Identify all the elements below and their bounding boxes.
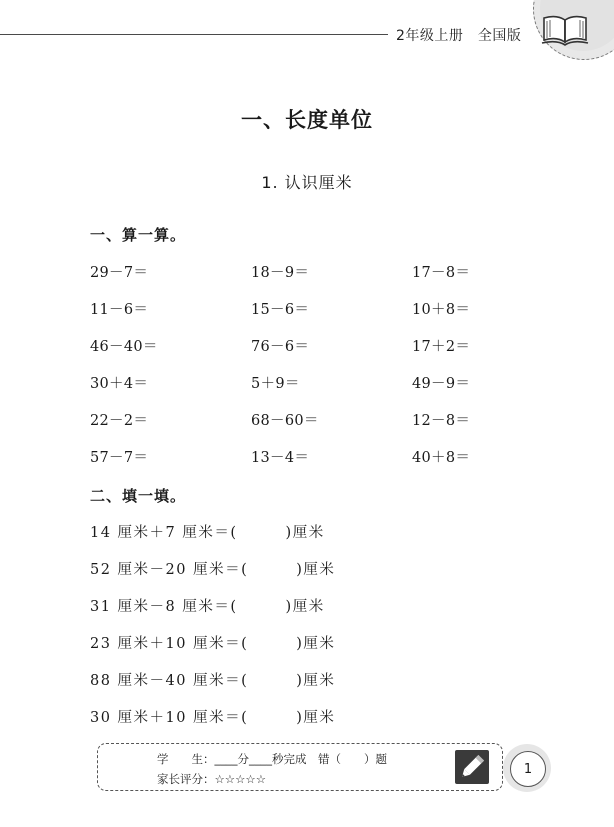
calc-item: 17＋2＝ bbox=[412, 339, 471, 355]
unit-title: 一、长度单位 bbox=[241, 107, 373, 132]
parent-rating: 家长评分：☆☆☆☆☆ bbox=[157, 772, 267, 786]
calc-item: 22－2＝ bbox=[90, 413, 149, 429]
fill-item: 14 厘米＋7 厘米＝( )厘米 bbox=[90, 525, 325, 541]
calc-item: 49－9＝ bbox=[412, 376, 471, 392]
calc-item: 10＋8＝ bbox=[412, 302, 471, 318]
book-icon bbox=[541, 12, 589, 46]
page-number: 1 bbox=[510, 751, 546, 787]
pencil-badge bbox=[455, 750, 489, 784]
grade-edition-label: 2年级上册 全国版 bbox=[396, 28, 522, 44]
fill-item: 31 厘米－8 厘米＝( )厘米 bbox=[90, 599, 325, 615]
calc-item: 30＋4＝ bbox=[90, 376, 149, 392]
section-calculate-title: 一、算一算。 bbox=[90, 226, 187, 244]
calc-item: 12－8＝ bbox=[412, 413, 471, 429]
calc-item: 15－6＝ bbox=[251, 302, 310, 318]
completion-record: 学 生：____分____秒完成 错（ ）题 bbox=[157, 752, 387, 766]
calc-item: 17－8＝ bbox=[412, 265, 471, 281]
fill-item: 30 厘米＋10 厘米＝( )厘米 bbox=[90, 710, 336, 726]
fill-item: 88 厘米－40 厘米＝( )厘米 bbox=[90, 673, 336, 689]
calc-item: 40＋8＝ bbox=[412, 450, 471, 466]
fill-item: 52 厘米－20 厘米＝( )厘米 bbox=[90, 562, 336, 578]
calc-item: 5＋9＝ bbox=[251, 376, 300, 392]
calc-item: 29－7＝ bbox=[90, 265, 149, 281]
pencil-icon bbox=[455, 750, 489, 784]
calc-item: 46－40＝ bbox=[90, 339, 158, 355]
section-fill-title: 二、填一填。 bbox=[90, 487, 187, 505]
header-rule bbox=[0, 34, 388, 35]
calc-item: 18－9＝ bbox=[251, 265, 310, 281]
lesson-title: 1. 认识厘米 bbox=[261, 173, 353, 192]
calc-item: 13－4＝ bbox=[251, 450, 310, 466]
fill-item: 23 厘米＋10 厘米＝( )厘米 bbox=[90, 636, 336, 652]
calc-item: 57－7＝ bbox=[90, 450, 149, 466]
calc-item: 76－6＝ bbox=[251, 339, 310, 355]
calc-item: 68－60＝ bbox=[251, 413, 319, 429]
calc-item: 11－6＝ bbox=[90, 302, 149, 318]
